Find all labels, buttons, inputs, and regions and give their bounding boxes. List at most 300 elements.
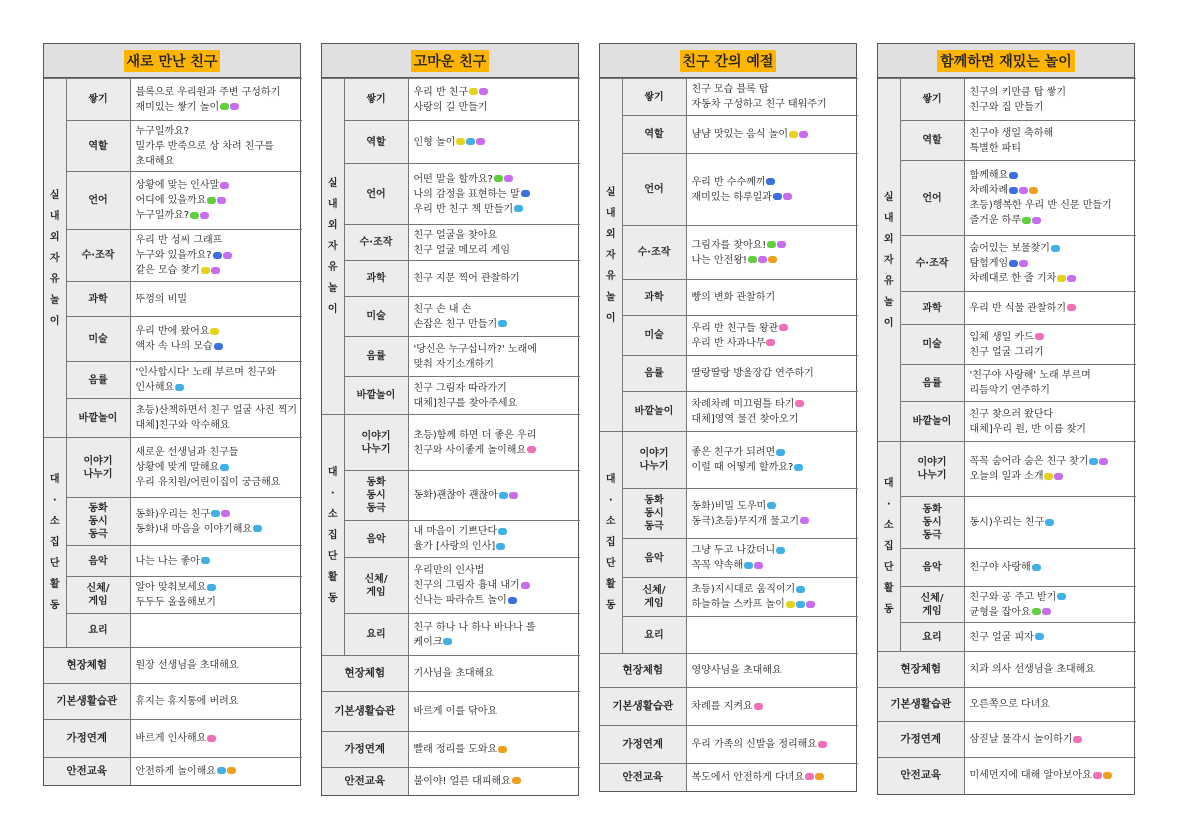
activity-cell — [964, 365, 1136, 402]
area-label: 음률 — [344, 337, 408, 377]
area-label: 과학 — [622, 280, 686, 316]
activity-cell — [686, 578, 858, 617]
tag-badge — [1057, 275, 1066, 282]
activity-text: 탐험게임 — [969, 258, 1009, 269]
activity-line — [970, 198, 1132, 213]
tag-badge — [1073, 736, 1082, 743]
area-label: 바깥놀이 — [66, 399, 130, 438]
activity-line — [414, 396, 576, 411]
tag-badge — [443, 638, 452, 645]
group-row — [44, 438, 302, 498]
tag-badge — [806, 601, 815, 608]
activity-line — [136, 154, 298, 169]
activity-text: 어디에 있을까요 — [135, 195, 207, 206]
activity-cell — [964, 497, 1136, 549]
bottom-row — [878, 758, 1136, 794]
tag-badge — [521, 582, 530, 589]
activity-cell — [130, 79, 302, 121]
activity-text: '인사합시다' 노래 부르며 친구와 — [135, 367, 277, 378]
activity-line — [136, 475, 298, 490]
tag-badge — [754, 562, 763, 569]
indoor-play-label: 실 내 외 자 유 놀 이 — [600, 79, 622, 432]
activity-text: 밀가루 반죽으로 상 차려 친구를 — [135, 140, 274, 152]
activity-text: 친구와 사이좋게 놀이해요 — [413, 444, 527, 456]
activity-cell — [964, 236, 1136, 292]
area-label: 음률 — [66, 362, 130, 399]
activity-cell — [130, 438, 302, 498]
activity-line — [692, 582, 854, 597]
activity-cell — [408, 614, 580, 656]
activity-line — [414, 593, 576, 608]
activity-text: '당신은 누구십니까?' 노래에 — [413, 343, 537, 355]
activity-cell — [130, 720, 302, 758]
activity-line — [970, 469, 1132, 484]
activity-line — [692, 82, 854, 97]
tag-badge — [504, 175, 513, 182]
tag-badge — [1067, 275, 1076, 282]
activity-cell — [130, 362, 302, 399]
plan-panel-4 — [877, 43, 1135, 795]
panel-header — [878, 44, 1134, 78]
activity-text: 대체]영역 물건 찾아오기 — [691, 413, 799, 425]
tag-badge — [766, 178, 775, 185]
activity-text: 동극)초등)무지개 물고기 — [691, 515, 800, 527]
activity-line — [136, 554, 298, 569]
activity-text: 블록으로 우리원과 주변 구성하기 — [135, 86, 281, 98]
activity-text: 누구와 있을까요? — [135, 250, 212, 261]
activity-cell — [130, 758, 302, 785]
tag-badge — [200, 212, 209, 219]
indoor-row — [600, 116, 858, 154]
area-label: 언어 — [66, 172, 130, 230]
tag-badge — [796, 586, 805, 593]
tag-badge — [815, 773, 824, 780]
activity-line — [970, 85, 1132, 100]
activity-line — [136, 178, 298, 193]
tag-badge — [1035, 633, 1044, 640]
activity-text: 친구야 생일 축하해 — [969, 127, 1054, 139]
activity-text: 우리만의 인사법 — [413, 565, 485, 576]
indoor-row — [600, 392, 858, 432]
activity-line — [970, 368, 1132, 383]
activity-text: 대체]친구와 악수해요 — [135, 420, 230, 431]
activity-line — [414, 563, 576, 578]
activity-line — [970, 590, 1132, 605]
activity-line — [970, 605, 1132, 620]
activity-line — [970, 422, 1132, 437]
tag-badge — [796, 601, 805, 608]
activity-text: 차례차례 미끄럼틀 타기 — [691, 398, 795, 410]
activity-line — [970, 407, 1132, 422]
area-label: 요리 — [900, 623, 964, 652]
activity-cell — [408, 164, 580, 225]
activity-line — [692, 597, 854, 612]
group-row — [44, 546, 302, 577]
activity-text: 친구야 사랑해 — [969, 562, 1031, 573]
activity-text: 차례를 지켜요 — [691, 701, 753, 712]
area-label: 신체/ 게임 — [66, 577, 130, 614]
activity-text: 친구 하나 나 하나 바나나 롤 — [413, 621, 536, 633]
tag-badge — [1032, 217, 1041, 224]
activity-text: 신나는 파라슈트 놀이 — [413, 595, 507, 606]
activity-text: 새로운 선생님과 친구들 — [135, 447, 239, 458]
area-label: 미술 — [622, 316, 686, 356]
tag-badge — [1035, 333, 1044, 340]
activity-text: 인사해요 — [135, 382, 175, 393]
tag-badge — [766, 339, 775, 346]
indoor-row — [44, 79, 302, 121]
activity-line — [136, 507, 298, 522]
activity-line — [692, 321, 854, 336]
indoor-row — [600, 226, 858, 280]
tag-badge — [799, 131, 808, 138]
group-row — [44, 498, 302, 546]
activity-line — [692, 543, 854, 558]
tag-badge — [220, 182, 229, 189]
group-row — [322, 471, 580, 521]
tag-badge — [476, 138, 485, 145]
activity-text: 냠냠 맛있는 음식 놀이 — [691, 129, 788, 140]
activity-line — [692, 499, 854, 514]
activity-line — [414, 539, 576, 554]
activity-line — [414, 578, 576, 593]
activity-table — [44, 78, 302, 785]
tag-badge — [1042, 608, 1051, 615]
activity-cell — [686, 226, 858, 280]
indoor-row — [878, 79, 1136, 121]
activity-line — [136, 658, 298, 673]
activity-cell — [408, 225, 580, 261]
activity-text: 대체]친구를 찾아주세요 — [413, 397, 518, 409]
activity-line — [970, 241, 1132, 256]
indoor-row — [44, 362, 302, 399]
tag-badge — [1009, 187, 1018, 194]
tag-badge — [479, 88, 488, 95]
activity-line — [414, 187, 576, 202]
activity-cell — [130, 172, 302, 230]
tag-badge — [514, 205, 523, 212]
indoor-play-label: 실 내 외 자 유 놀 이 — [44, 79, 66, 438]
panel-title: 함께하면 재밌는 놀이 — [937, 50, 1074, 72]
indoor-row — [44, 282, 302, 317]
activity-line — [414, 704, 576, 719]
activity-text: 기사님을 초대해요 — [413, 668, 494, 679]
activity-text: 이럴 때 어떻게 할까요? — [691, 462, 794, 473]
tag-badge — [744, 562, 753, 569]
activity-line — [136, 460, 298, 475]
activity-text: 친구 얼굴 메모리 게임 — [413, 244, 510, 256]
tag-badge — [1051, 245, 1060, 252]
tag-badge — [1093, 772, 1102, 779]
tag-badge — [748, 256, 757, 263]
activity-text: 인형 놀이 — [413, 136, 456, 148]
activity-text: 사랑의 길 만들기 — [413, 101, 488, 113]
activity-text: 함께해요 — [969, 170, 1009, 181]
activity-cell — [964, 161, 1136, 236]
activity-cell — [686, 764, 858, 791]
activity-text: 친구 그림자 따라가기 — [413, 382, 507, 394]
tag-badge — [207, 197, 216, 204]
group-row — [600, 539, 858, 578]
tag-badge — [211, 510, 220, 517]
activity-cell — [686, 726, 858, 764]
area-label: 미술 — [66, 317, 130, 362]
tag-badge — [773, 193, 782, 200]
activity-line — [136, 595, 298, 610]
tag-badge — [253, 525, 262, 532]
activity-cell — [408, 297, 580, 337]
activity-text: 치과 의사 선생님을 초대해요 — [969, 664, 1095, 675]
tag-badge — [1022, 217, 1031, 224]
group-row — [600, 489, 858, 539]
activity-line — [136, 339, 298, 354]
activity-text: 나는 나는 좋아 — [135, 555, 200, 567]
activity-line — [136, 365, 298, 380]
activity-text: 친구 얼굴 그리기 — [969, 346, 1044, 358]
activity-cell — [686, 280, 858, 316]
bottom-row — [600, 764, 858, 791]
activity-line — [414, 620, 576, 635]
tag-badge — [758, 256, 767, 263]
activity-cell — [408, 261, 580, 297]
activity-line — [136, 403, 298, 418]
activity-text: 케이크 — [413, 636, 443, 648]
tag-badge — [754, 703, 763, 710]
activity-cell — [408, 692, 580, 732]
activity-line — [970, 383, 1132, 398]
area-label: 미술 — [344, 297, 408, 337]
tag-badge — [1067, 304, 1076, 311]
tag-badge — [767, 502, 776, 509]
tag-badge — [496, 543, 505, 550]
tag-badge — [805, 773, 814, 780]
area-label: 이야기 나누기 — [900, 442, 964, 497]
activity-text: 상황에 맞게 말해요 — [135, 462, 220, 473]
activity-line — [692, 460, 854, 475]
tag-badge — [190, 212, 199, 219]
activity-text: 친구 얼굴 피자 — [969, 631, 1034, 643]
activity-line — [414, 317, 576, 332]
panel-title: 친구 간의 예절 — [680, 50, 777, 72]
activity-cell — [408, 732, 580, 768]
indoor-row — [322, 121, 580, 164]
area-label: 역할 — [344, 121, 408, 164]
activity-cell — [130, 684, 302, 720]
group-row — [600, 578, 858, 617]
group-row — [878, 623, 1136, 652]
activity-line — [414, 85, 576, 100]
activity-line — [692, 336, 854, 351]
indoor-row — [600, 79, 858, 116]
activity-line — [692, 190, 854, 205]
activity-line — [136, 263, 298, 278]
activity-line — [136, 85, 298, 100]
activity-text: 그냥 두고 나갔더니 — [691, 545, 776, 556]
tag-badge — [1032, 564, 1041, 571]
activity-line — [136, 124, 298, 139]
activity-line — [136, 193, 298, 208]
area-label: 동화 동시 동극 — [344, 471, 408, 521]
activity-line — [970, 183, 1132, 198]
activity-text: 우리 반 수수께끼 — [691, 176, 766, 188]
activity-line — [692, 558, 854, 573]
tag-badge — [1099, 458, 1108, 465]
activity-cell — [130, 399, 302, 438]
indoor-row — [322, 261, 580, 297]
activity-cell — [964, 623, 1136, 652]
tag-badge — [230, 103, 239, 110]
indoor-row — [44, 399, 302, 438]
activity-line — [136, 522, 298, 537]
activity-text: 안전하게 놀이해요 — [135, 765, 216, 777]
activity-line — [414, 742, 576, 757]
activity-text: 액자 속 나의 모습 — [135, 341, 213, 352]
area-label: 수·조작 — [66, 230, 130, 282]
tag-badge — [1054, 473, 1063, 480]
activity-cell — [130, 230, 302, 282]
activity-cell — [130, 282, 302, 317]
activity-table — [878, 78, 1136, 794]
activity-cell — [686, 539, 858, 578]
tag-badge — [1045, 519, 1054, 526]
indoor-row — [322, 377, 580, 415]
tag-badge — [221, 510, 230, 517]
group-activity-label: 대 · 소 집 단 활 동 — [44, 438, 66, 648]
indoor-row — [878, 325, 1136, 365]
activity-cell — [408, 471, 580, 521]
tag-badge — [498, 320, 507, 327]
plan-panel-3 — [599, 43, 857, 792]
area-label: 음률 — [622, 356, 686, 392]
tag-badge — [776, 449, 785, 456]
activity-cell — [964, 325, 1136, 365]
bottom-row — [322, 732, 580, 768]
activity-text: 빨래 정리를 도와요 — [413, 744, 498, 755]
activity-text: 딸랑딸랑 방울장갑 연주하기 — [691, 368, 814, 379]
activity-cell — [964, 722, 1136, 758]
activity-cell — [408, 656, 580, 692]
tag-badge — [469, 88, 478, 95]
activity-text: 동화)우리는 친구 — [135, 508, 211, 520]
activity-line — [692, 445, 854, 460]
activity-cell — [408, 79, 580, 121]
activity-cell — [964, 688, 1136, 722]
indoor-row — [878, 402, 1136, 442]
area-label: 이야기 나누기 — [66, 438, 130, 498]
group-row — [322, 415, 580, 471]
activity-text: 우리 가족의 신발을 정리해요 — [691, 739, 817, 750]
area-label: 역할 — [66, 121, 130, 172]
activity-line — [414, 202, 576, 217]
group-row — [878, 442, 1136, 497]
group-activity-label: 대 · 소 집 단 활 동 — [878, 442, 900, 652]
group-row — [878, 497, 1136, 549]
activity-line — [970, 345, 1132, 360]
tag-badge — [767, 241, 776, 248]
tag-badge — [1019, 187, 1028, 194]
category-label: 안전교육 — [600, 764, 686, 791]
activity-text: 바르게 이를 닦아요 — [413, 706, 498, 717]
activity-line — [970, 301, 1132, 316]
activity-text: 친구와 집 만들기 — [969, 101, 1044, 113]
activity-text: 휴지는 휴지통에 버려요 — [135, 696, 239, 707]
activity-line — [414, 342, 576, 357]
activity-text: 꼭꼭 약속해 — [691, 560, 743, 571]
tag-badge — [211, 267, 220, 274]
bottom-row — [44, 758, 302, 785]
bottom-row — [878, 652, 1136, 688]
activity-cell — [686, 489, 858, 539]
category-label: 가정연계 — [600, 726, 686, 764]
tag-badge — [175, 384, 184, 391]
activity-line — [970, 213, 1132, 228]
activity-text: 동화)괜찮아 괜찮아 — [413, 490, 498, 501]
group-activity-label: 대 · 소 집 단 활 동 — [322, 415, 344, 656]
activity-cell — [130, 121, 302, 172]
activity-line — [970, 271, 1132, 286]
activity-text: 차례대로 한 줄 기차 — [969, 273, 1057, 284]
tag-badge — [220, 464, 229, 471]
area-label: 요리 — [622, 617, 686, 654]
activity-text: 숨어있는 보물찾기 — [969, 243, 1050, 254]
group-row — [322, 614, 580, 656]
activity-line — [136, 292, 298, 307]
tag-badge — [795, 400, 804, 407]
area-label: 쌓기 — [622, 79, 686, 116]
group-row — [600, 617, 858, 654]
activity-text: 맞춰 자기소개하기 — [413, 358, 494, 370]
activity-line — [970, 662, 1132, 677]
tag-badge — [499, 492, 508, 499]
activity-line — [970, 454, 1132, 469]
area-label: 쌓기 — [344, 79, 408, 121]
panel-title: 새로 만난 친구 — [124, 50, 221, 72]
activity-line — [692, 290, 854, 305]
tag-badge — [779, 324, 788, 331]
tag-badge — [498, 746, 507, 753]
area-label: 음률 — [900, 365, 964, 402]
area-label: 동화 동시 동극 — [900, 497, 964, 549]
category-label: 기본생활습관 — [322, 692, 408, 732]
bottom-row — [878, 722, 1136, 758]
indoor-row — [44, 121, 302, 172]
activity-table — [600, 78, 858, 791]
category-label: 안전교육 — [44, 758, 130, 785]
activity-line — [970, 168, 1132, 183]
indoor-play-label: 실 내 외 자 유 놀 이 — [878, 79, 900, 442]
activity-cell — [964, 442, 1136, 497]
area-label: 언어 — [900, 161, 964, 236]
activity-line — [136, 418, 298, 433]
activity-line — [136, 233, 298, 248]
group-row — [600, 432, 858, 489]
tag-badge — [217, 197, 226, 204]
activity-text: 리듬악기 연주하기 — [969, 385, 1050, 396]
activity-cell — [686, 654, 858, 688]
area-label: 동화 동시 동극 — [66, 498, 130, 546]
activity-cell — [964, 121, 1136, 161]
activity-cell — [408, 337, 580, 377]
tag-badge — [777, 241, 786, 248]
panel-title: 고마운 친구 — [411, 50, 490, 72]
activity-text: 친구 손 내 손 — [413, 303, 472, 315]
area-label: 바깥놀이 — [622, 392, 686, 432]
activity-text: 오늘의 일과 소개 — [969, 471, 1044, 482]
activity-line — [136, 100, 298, 115]
indoor-row — [322, 297, 580, 337]
category-label: 안전교육 — [878, 758, 964, 794]
activity-text: 자동차 구성하고 친구 태워주기 — [691, 99, 827, 110]
